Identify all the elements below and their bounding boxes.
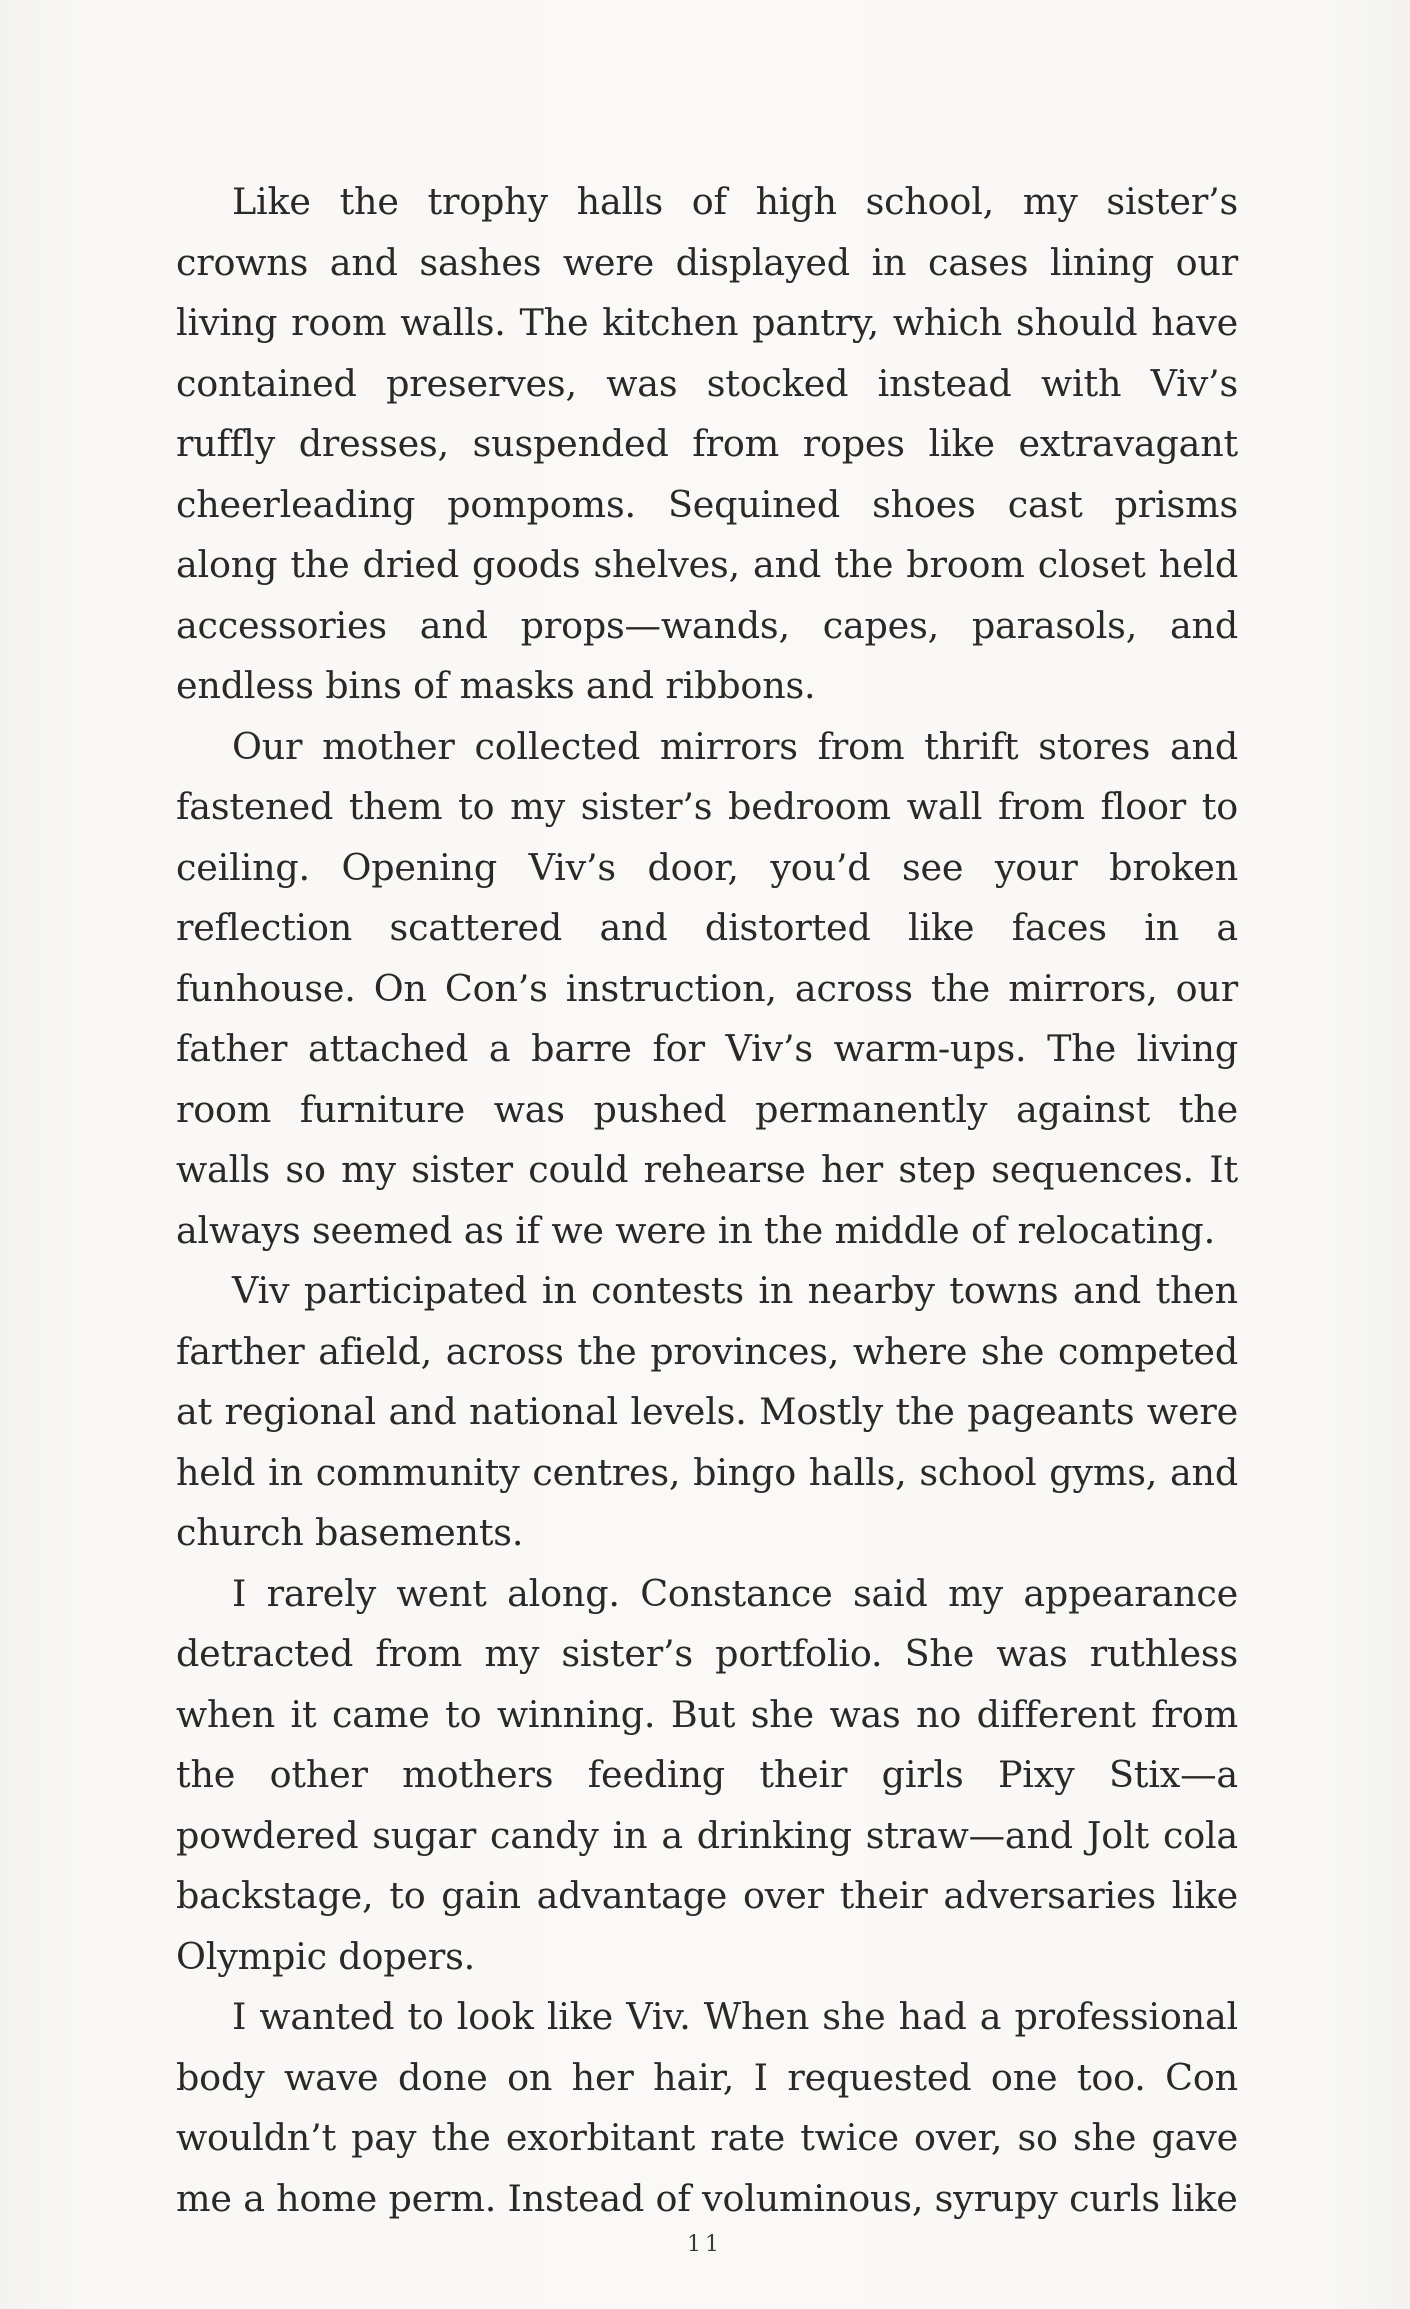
- paragraph-3: Viv participated in contests in nearby towns and then farther afield, across the provinces, where she competed at regional and national levels. Mostly the pageants were held in community centres, bingo halls, school gyms, and church basements.: [176, 1269, 1238, 1554]
- page-number: 11: [687, 2232, 723, 2257]
- paragraph-5: I wanted to look like Viv. When she had a professional body wave done on her hair, I requested one too. Con wouldn’t pay the exorbitant rate twice over, so she gave me a home perm. Instead of voluminous, syrupy curls like: [176, 1995, 1238, 2220]
- paragraph-1: Like the trophy halls of high school, my sister’s crowns and sashes were displayed in cases lining our living room walls. The kitchen pantry, which should have contained preserves, was stocked instead with Viv’s ruffly dresses, suspended from ropes like extravagant cheerleading pompoms. Sequined shoes cast prisms along the dried goods shelves, and the broom closet held accessories and props—wands, capes, parasols, and endless bins of masks and ribbons.: [176, 180, 1238, 707]
- body-text: [176, 172, 1238, 2229]
- paragraph-2: Our mother collected mirrors from thrift stores and fastened them to my sister’s bedroom wall from floor to ceiling. Opening Viv’s door, you’d see your broken reflection scattered and distorted like faces in a funhouse. On Con’s instruction, across the mirrors, our father attached a barre for Viv’s warm-ups. The living room furniture was pushed permanently against the walls so my sister could rehearse her step sequences. It always seemed as if we were in the middle of relocating.: [176, 724, 1238, 1252]
- paragraph-4: I rarely went along. Constance said my appearance detracted from my sister’s portfolio. She was ruthless when it came to winning. But she was no different from the other mothers feeding their girls Pixy Stix—a powdered sugar candy in a drinking straw—and Jolt cola backstage, to gain advantage over their adversaries like Olympic dopers.: [176, 1571, 1238, 1978]
